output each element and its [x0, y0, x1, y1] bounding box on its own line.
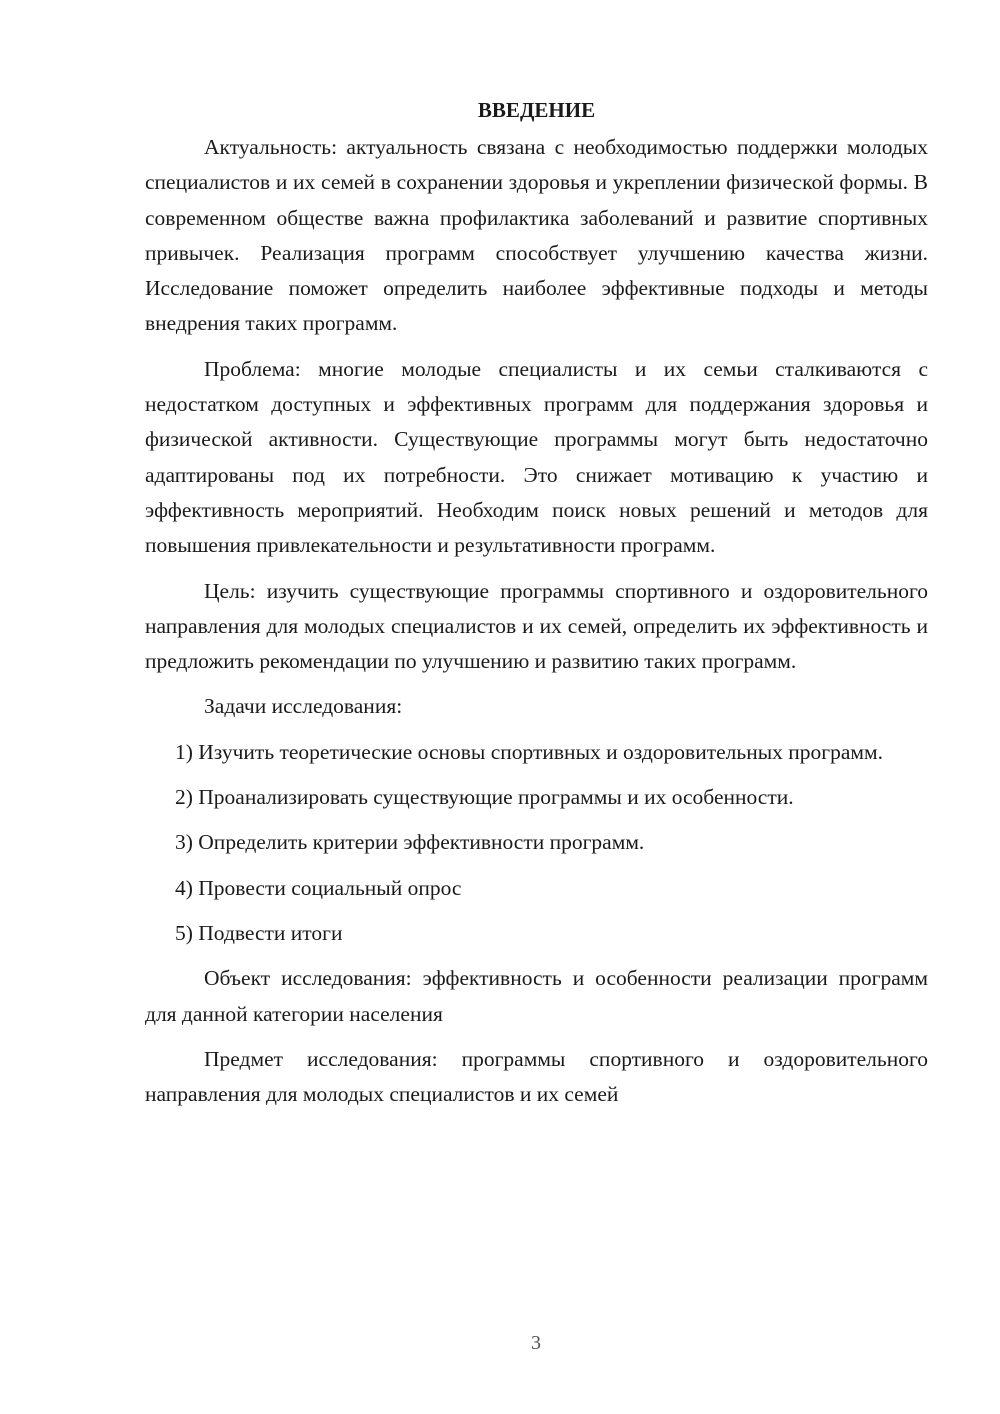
paragraph-relevance: Актуальность: актуальность связана с необходимостью поддержки молодых специалистов и их семей в сохранении здоровья и укреплении физической формы. В современном обществе важна профилактика заболеваний и развитие спортивных привычек. Реализация программ способствует улучшению качества жизни. Исследование поможет определить наиболее эффективные подходы и методы внедрения таких программ. — [145, 135, 928, 336]
paragraph-problem: Проблема: многие молодые специалисты и их семьи сталкиваются с недостатком доступных и эффективных программ для поддержания здоровья и физической активности. Существующие программы могут быть недостаточно адаптированы под их потребности. Это снижает мотивацию к участию и эффективность мероприятий. Необходим поиск новых решений и методов для повышения привлекательности и результативности программ. — [145, 356, 928, 558]
task-item-1: 1) Изучить теоретические основы спортивных и оздоровительных программ. — [175, 739, 883, 764]
task-item-5: 5) Подвести итоги — [175, 920, 343, 945]
task-item-4: 4) Провести социальный опрос — [175, 875, 462, 900]
page-number: 3 — [531, 1332, 541, 1354]
document-page — [145, 92, 928, 1122]
task-item-2: 2) Проанализировать существующие программы и их особенности. — [175, 785, 794, 810]
page-title: ВВЕДЕНИЕ — [477, 98, 596, 122]
paragraph-subject: Предмет исследования: программы спортивного и оздоровительного направления для молодых специалистов и их семей — [145, 1046, 928, 1107]
paragraph-object: Объект исследования: эффективность и особенности реализации программ для данной категории населения — [145, 966, 928, 1026]
tasks-heading: Задачи исследования: — [204, 694, 403, 719]
task-item-3: 3) Определить критерии эффективности программ. — [175, 830, 645, 855]
paragraph-goal: Цель: изучить существующие программы спортивного и оздоровительного направления для молодых специалистов и их семей, определить их эффективность и предложить рекомендации по улучшению и развитию таких программ. — [145, 578, 928, 674]
